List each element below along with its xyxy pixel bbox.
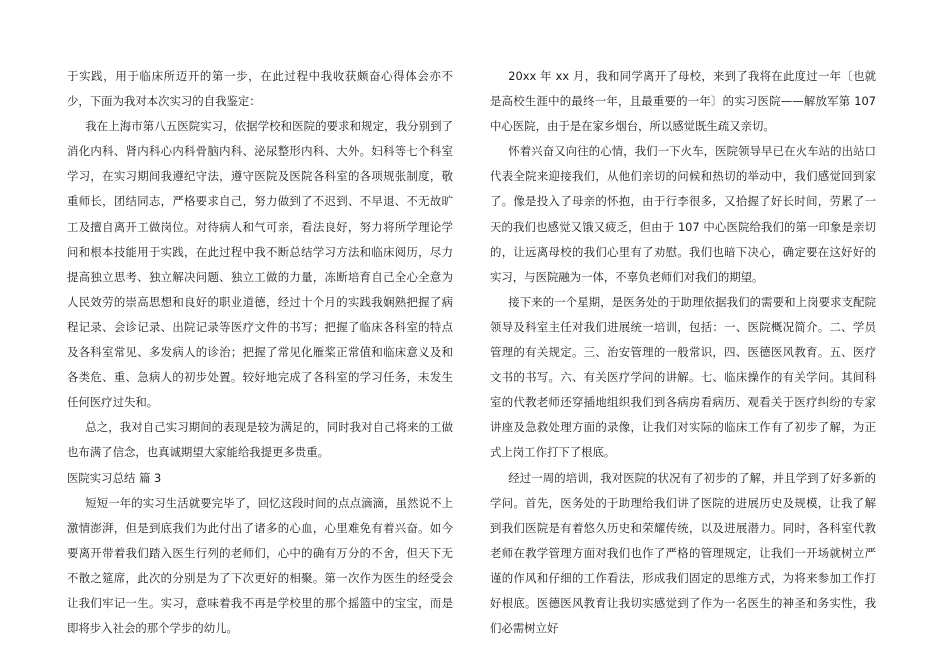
paragraph: 我在上海市第八五医院实习，依据学校和医院的要求和规定，我分别到了消化内科、肾内科心内科骨脑内科、泌尿整形内科、大外。妇科等七个科室学习，在实习期间我遵纪守法，遵守医院及医院各科室的各项规张制度，敬重师长，团结同志，严格要求自己，努力做到了不迟到、不早退、不无故旷工及擅自离开工做岗位。对待病人和气可亲，看法良好，努力将所学理论学问和根本技能用于实践，在此过程中我不断总结学习方法和临床阅历，尽力提高独立思考、独立解决问题、独立工做的力量，冻断培育自己全心全意为人民效劳的崇高思想和良好的职业道德，经过十个月的实践我娴熟把握了病程记录、会诊记录、出院记录等医疗文件的书写；把握了临床各科室的特点及各科室常见、多发病人的诊治；把握了常见化雁桨正常值和临床意义及和各类危、重、急病人的初步处置。较好地完成了各科室的学习任务，未发生任何医疗过失和。: [67, 119, 453, 410]
section-heading: 医院实习总结 篇 3: [67, 470, 162, 485]
paragraph: 怀着兴奋又向往的心情，我们一下火车，医院领导早已在火车站的出站口代表全院来迎接我们，从他们亲切的问候和热切的举动中，我们感觉回到家了。像是投入了母亲的怀抱，由于行李很多，又拾握了好长时间，劳累了一天的我们也感觉又饿又疲乏，但由于 107 中心医院给我们的第一印象是亲切的，让远离母校的我们心里有了劝慰。我们也暗下决心，确定要在这好好的实习，与医院融为一体，不辜负老师们对我们的期望。: [490, 144, 876, 284]
paragraph: 于实践，用于临床所迈开的第一步，在此过程中我收获颇奋心得体会亦不少，下面为我对本次实习的自我鉴定：: [67, 69, 453, 109]
right-column: [490, 64, 876, 641]
left-column: [67, 64, 453, 641]
paragraph: 短短一年的实习生活就要完毕了，回忆这段时间的点点滴滴，虽然说不上激情澎湃，但是到底我们为此付出了诸多的心血，心里难免有着兴奋。如今要离开带着我们踏入医生行列的老师们，心中的确有万分的不舍，但天下无不散之筵席，此次的分别是为了下次更好的相聚。第一次作为医生的经受会让我们牢记一生。实习，意味着我不再是学校里的那个摇篮中的宝宝，而是即将步入社会的那个学步的幼儿。: [67, 495, 453, 636]
paragraph: 20xx 年 xx 月，我和同学离开了母校，来到了我将在此度过一年〔也就是高校生涯中的最终一年，且最重要的一年〕的实习医院——解放军第 107 中心医院，由于是在家乡烟台，所以感觉既生疏又亲切。: [490, 69, 876, 134]
paragraph: 经过一周的培训，我对医院的状况有了初步的了解，并且学到了好多新的学问。首先，医务处的于助理给我们讲了医院的进展历史及规模，让我了解到我们医院是有着悠久历史和荣耀传统，以及进展潜力。同时，各科室代教老师在教学管理方面对我们也作了严格的管理规定，让我们一开场就树立严谨的作风和仔细的工作看法，形成我们固定的思维方式，为将来参加工作打好根底。医德医风教育让我切实感觉到了作为一名医生的神圣和务实性，我们必需树立好: [490, 470, 876, 636]
paragraph: 总之，我对自己实习期间的表现是较为满足的，同时我对自己将来的工做也布满了信念，也真诚期望大家能给我提更多贵重。: [67, 420, 453, 460]
paragraph: 接下来的一个星期，是医务处的于助理依据我们的需要和上岗要求支配院领导及科室主任对我们进展统一培训，包括：一、医院概况简介。二、学员管理的有关规定。三、治安管理的一般常识，四、医德医风教育。五、医疗文书的书写。六、有关医疗学问的讲解。七、临床操作的有关学问。其间科室的代教老师还穿插地组织我们到各病房看病历、观看关于医疗纠纷的专家讲座及急救处理方面的录像，让我们对实际的临床工作有了初步了解，为正式上岗工作打下了根底。: [490, 294, 876, 460]
